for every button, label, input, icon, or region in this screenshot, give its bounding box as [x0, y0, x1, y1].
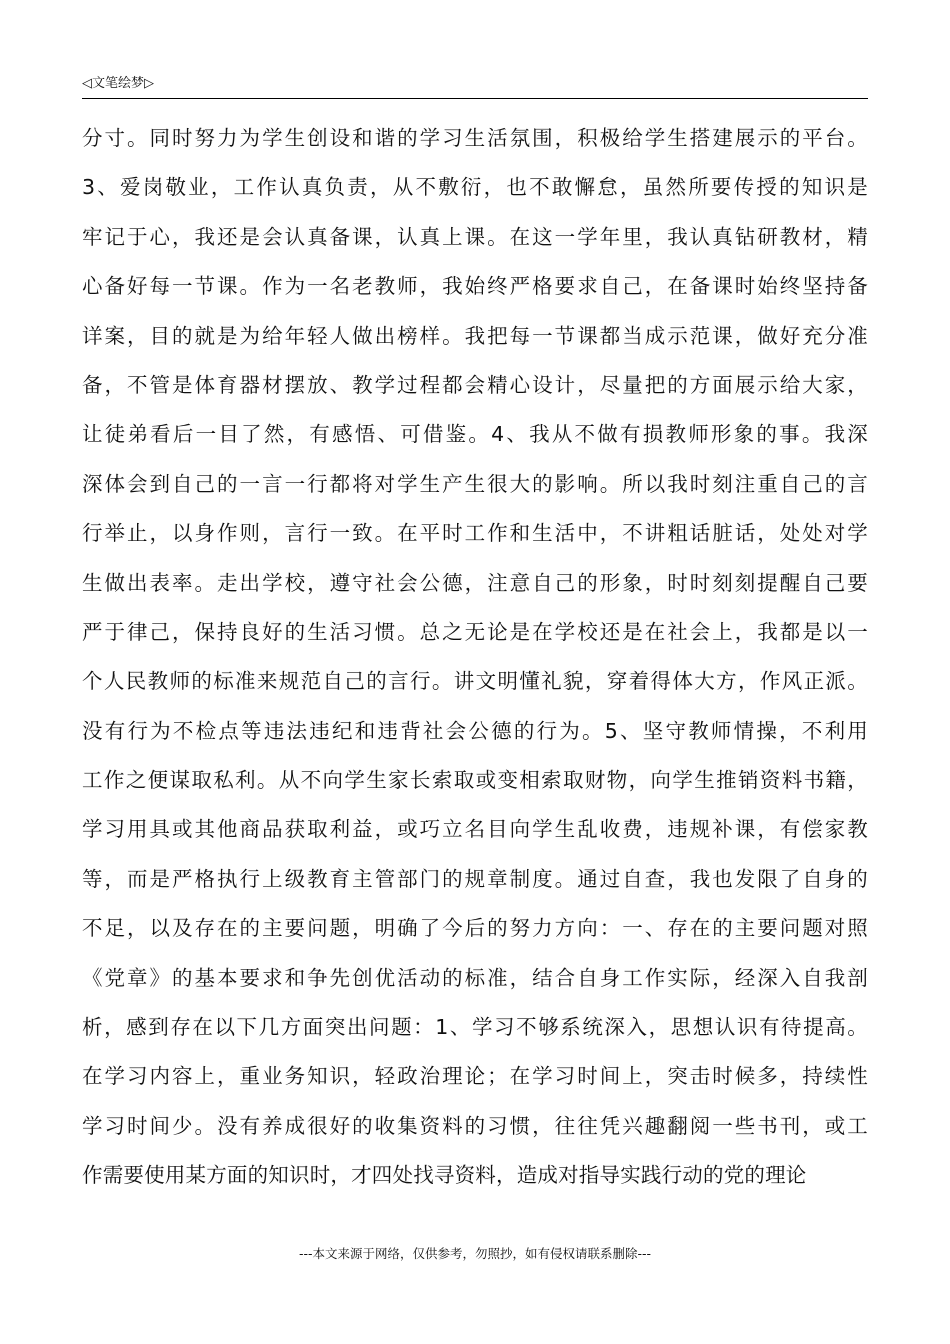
body-line: 备，不管是体育器材摆放、教学过程都会精心设计，尽量把的方面展示给大家，	[82, 372, 868, 397]
page-header	[82, 74, 868, 99]
body-line: 个人民教师的标准来规范自己的言行。讲文明懂礼貌，穿着得体大方，作风正派。	[82, 669, 868, 694]
document-body	[82, 114, 868, 1201]
body-line: 严于律己，保持良好的生活习惯。总之无论是在学校还是在社会上，我都是以一	[82, 619, 868, 644]
header-title: ◁文笔绘梦▷	[82, 76, 154, 91]
body-line: 工作之便谋取私利。从不向学生家长索取或变相索取财物，向学生推销资料书籍，	[82, 768, 868, 793]
body-line: 没有行为不检点等违法违纪和违背社会公德的行为。5、坚守教师情操，不利用	[82, 718, 868, 743]
body-line: 《党章》的基本要求和争先创优活动的标准，结合自身工作实际，经深入自我剖	[82, 965, 868, 990]
body-line: 析，感到存在以下几方面突出问题：1、学习不够系统深入，思想认识有待提高。	[82, 1015, 868, 1040]
body-line: 学习时间少。没有养成很好的收集资料的习惯，往往凭兴趣翻阅一些书刊，或工	[82, 1113, 868, 1138]
body-line: 3、爱岗敬业，工作认真负责，从不敷衍，也不敢懈怠，虽然所要传授的知识是	[82, 175, 868, 200]
body-line: 深体会到自己的一言一行都将对学生产生很大的影响。所以我时刻注重自己的言	[82, 471, 868, 496]
body-line: 让徒弟看后一目了然，有感悟、可借鉴。4、我从不做有损教师形象的事。我深	[82, 422, 868, 447]
body-line: 心备好每一节课。作为一名老教师，我始终严格要求自己，在备课时始终坚持备	[82, 274, 868, 299]
body-line: 牢记于心，我还是会认真备课，认真上课。在这一学年里，我认真钻研教材，精	[82, 224, 868, 249]
body-line: 学习用具或其他商品获取利益，或巧立名目向学生乱收费，违规补课，有偿家教	[82, 817, 868, 842]
page-footer: ---本文来源于网络，仅供参考，勿照抄，如有侵权请联系删除---	[298, 1246, 652, 1261]
body-line: 行举止，以身作则，言行一致。在平时工作和生活中，不讲粗话脏话，处处对学	[82, 521, 868, 546]
body-line: 分寸。同时努力为学生创设和谐的学习生活氛围，积极给学生搭建展示的平台。	[82, 126, 868, 150]
body-line: 作需要使用某方面的知识时，才四处找寻资料，造成对指导实践行动的党的理论	[82, 1163, 807, 1188]
body-line: 生做出表率。走出学校，遵守社会公德，注意自己的形象，时时刻刻提醒自己要	[82, 570, 868, 595]
body-line: 详案，目的就是为给年轻人做出榜样。我把每一节课都当成示范课，做好充分准	[82, 323, 868, 348]
body-line: 不足，以及存在的主要问题，明确了今后的努力方向：一、存在的主要问题对照	[82, 916, 868, 941]
body-line: 在学习内容上，重业务知识，轻政治理论；在学习时间上，突击时候多，持续性	[82, 1064, 868, 1089]
body-line: 等，而是严格执行上级教育主管部门的规章制度。通过自查，我也发限了自身的	[82, 866, 868, 891]
